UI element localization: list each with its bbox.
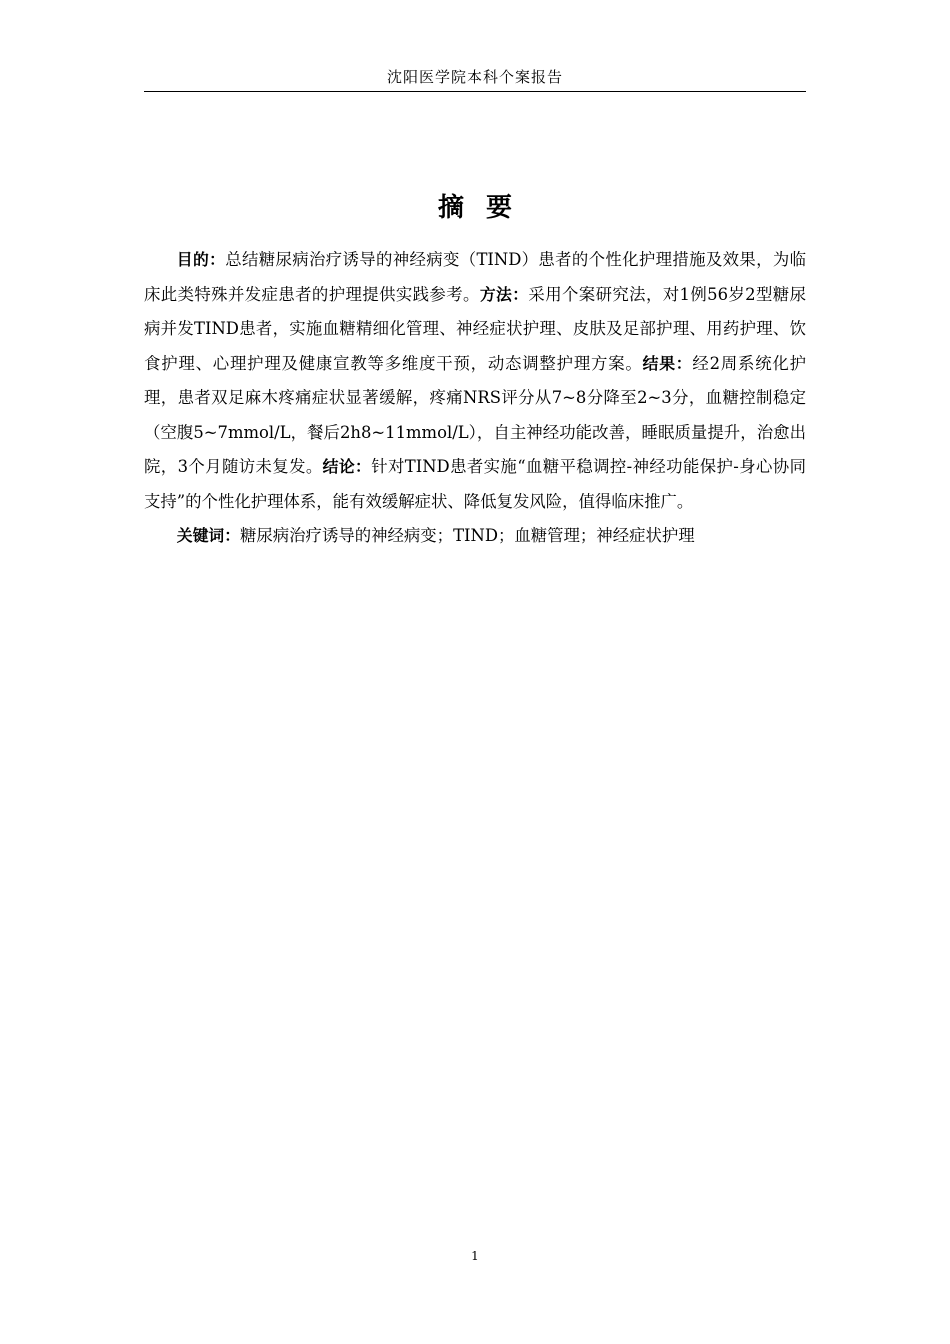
methods-text: 采用个案研究法，对1例56岁2型糖尿病并发TIND患者，实施血糖精细化管理、神经症状护理、皮肤及足部护理、用药护理、饮食护理、心理护理及健康宣教等多维度干预，动态调整护理方案。	[144, 284, 806, 373]
conclusion-label: 结论：	[322, 457, 372, 476]
header-rule	[144, 91, 806, 92]
methods-label: 方法：	[479, 284, 529, 304]
objective-label: 目的：	[176, 250, 226, 269]
keywords-label: 关键词：	[176, 526, 240, 545]
results-text: 经2周系统化护理，患者双足麻木疼痛症状显著缓解，疼痛NRS评分从7~8分降至2~3分，血糖控制稳定（空腹5~7mmol/L，餐后2h8~11mmol/L），自主神经功能改善，睡眠质量提升，治愈出院，3个月随访未复发。	[144, 353, 806, 476]
conclusion-text: 针对TIND患者实施“血糖平稳调控-神经功能保护-身心协同支持”的个性化护理体系，能有效缓解症状、降低复发风险，值得临床推广。	[144, 457, 806, 511]
keywords-paragraph	[144, 519, 806, 554]
results-label: 结果：	[642, 353, 693, 373]
abstract-body	[144, 243, 806, 554]
abstract-paragraph	[144, 243, 806, 519]
page-number: 1	[471, 1249, 479, 1263]
abstract-title: 摘要	[437, 193, 534, 223]
objective-text: 总结糖尿病治疗诱导的神经病变（TIND）患者的个性化护理措施及效果，为临床此类特殊并发症患者的护理提供实践参考。	[144, 250, 806, 304]
running-header: 沈阳医学院本科个案报告	[386, 68, 563, 86]
keywords-text: 糖尿病治疗诱导的神经病变；TIND；血糖管理；神经症状护理	[240, 526, 695, 545]
